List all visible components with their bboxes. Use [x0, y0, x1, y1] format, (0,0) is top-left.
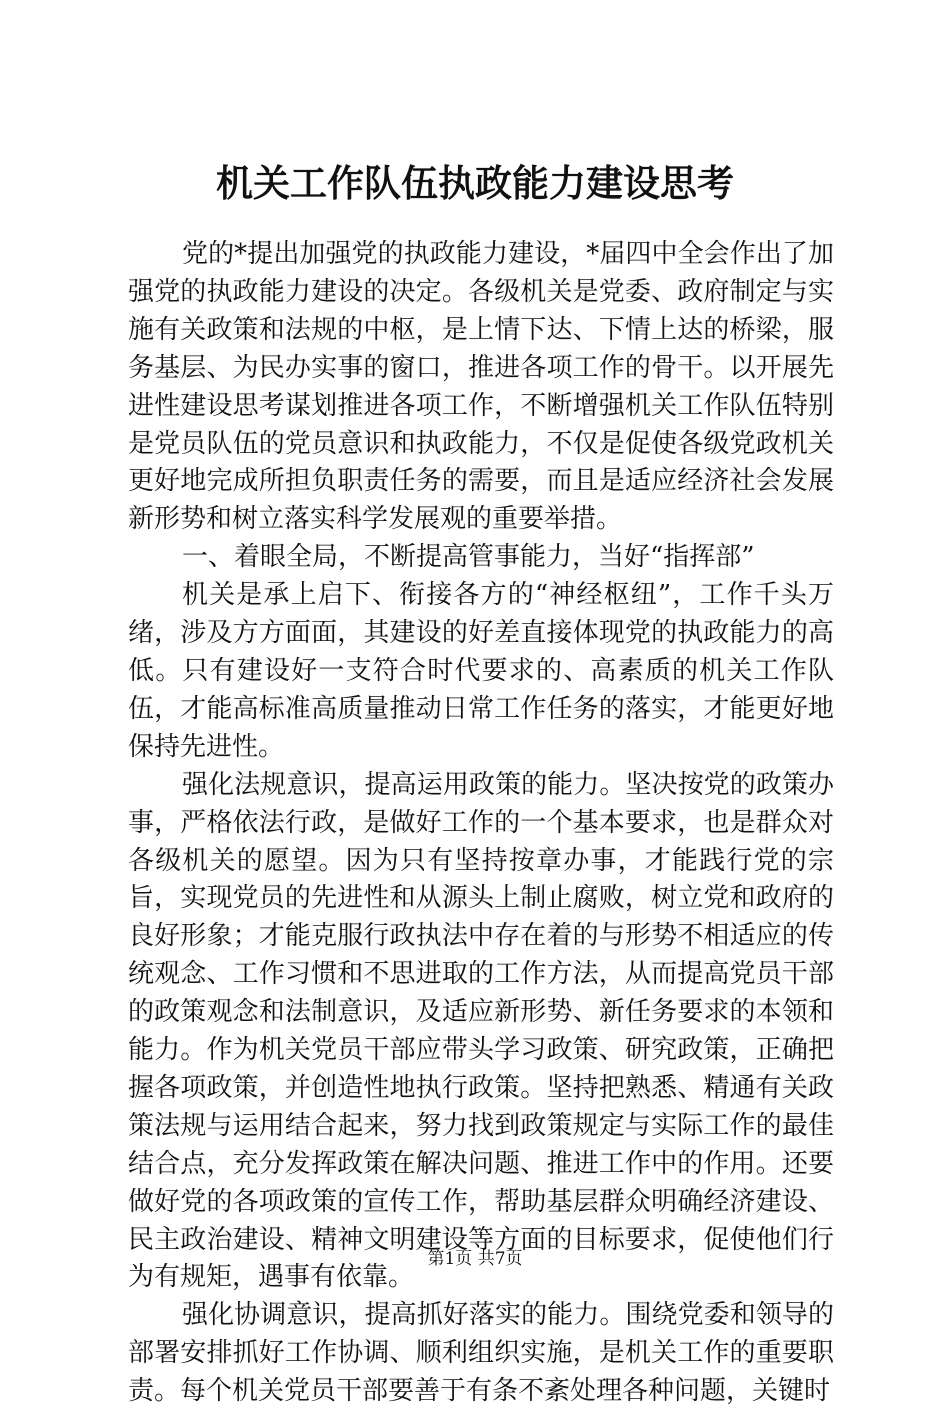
- section-heading-1: 一、着眼全局，不断提高管事能力，当好“指挥部”: [182, 542, 755, 573]
- paragraph-regulation-awareness: 强化法规意识，提高运用政策的能力。坚决按党的政策办事，严格依法行政，是做好工作的一个基本要求，也是群众对各级机关的愿望。因为只有坚持按章办事，才能践行党的宗旨，实现党员的先进性和从源头上制止腐败，树立党和政府的良好形象；才能克服行政执法中存在着的与形势不相适应的传统观念、工作习惯和不思进取的工作方法，从而提高党员干部的政策观念和法制意识，及适应新形势、新任务要求的本领和能力。作为机关党员干部应带头学习政策、研究政策，正确把握各项政策，并创造性地执行政策。坚持把熟悉、精通有关政策法规与运用结合起来，努力找到政策规定与实际工作的最佳结合点，充分发挥政策在解决问题、推进工作中的作用。还要做好党的各项政策的宣传工作，帮助基层群众明确经济建设、民主政治建设、精神文明建设等方面的目标要求，促使他们行为有规矩，遇事有依靠。: [128, 769, 834, 1293]
- page-number-footer: 第1页 共7页: [427, 1249, 523, 1269]
- document-body: [128, 236, 834, 1411]
- paragraph-intro: 党的*提出加强党的执政能力建设，*届四中全会作出了加强党的执政能力建设的决定。各级机关是党委、政府制定与实施有关政策和法规的中枢，是上情下达、下情上达的桥梁，服务基层、为民办实事的窗口，推进各项工作的骨干。以开展先进性建设思考谋划推进各项工作，不断增强机关工作队伍特别是党员队伍的党员意识和执政能力，不仅是促使各级党政机关更好地完成所担负职责任务的需要，而且是适应经济社会发展新形势和树立落实科学发展观的重要举措。: [128, 239, 834, 535]
- paragraph-coordination-awareness: 强化协调意识，提高抓好落实的能力。围绕党委和领导的部署安排抓好工作协调、顺利组织实施，是机关工作的重要职责。每个机关党员干部要善于有条不紊处理各种问题，关键时: [128, 1300, 834, 1407]
- document-title: 机关工作队伍执政能力建设思考: [216, 161, 734, 205]
- paragraph-section-1: 机关是承上启下、衔接各方的“神经枢纽”，工作千头万绪，涉及方方面面，其建设的好差直接体现党的执政能力的高低。只有建设好一支符合时代要求的、高素质的机关工作队伍，才能高标准高质量推动日常工作任务的落实，才能更好地保持先进性。: [128, 580, 834, 762]
